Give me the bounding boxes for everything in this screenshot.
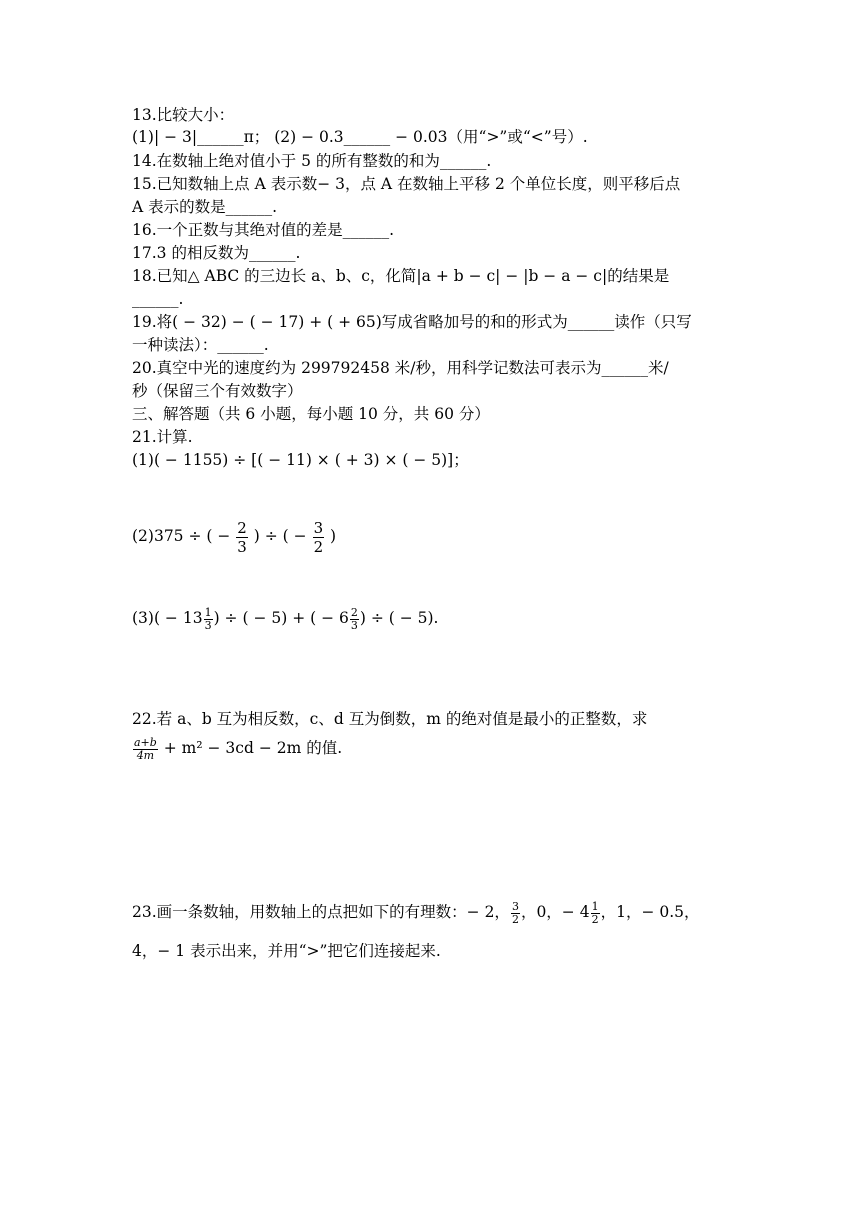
q21-part3-post: ) ÷ ( − 5).	[359, 609, 439, 627]
q19-line1: 19.将( − 32) − ( − 17) + ( + 65)写成省略加号的和的形式为______读作（只写	[132, 313, 692, 331]
q18-line2: ______.	[132, 290, 184, 308]
q21-part3	[132, 604, 438, 632]
fraction-two-thirds-b: $\frac{2}{3}$	[350, 605, 358, 632]
q19-line2: 一种读法）：______.	[132, 336, 269, 354]
q23-post: ，1，− 0.5，	[600, 903, 700, 921]
q21-part2-post: )	[330, 527, 337, 545]
q23-line1	[132, 898, 700, 926]
q22-expression: + m² − 3cd − 2m 的值.	[163, 739, 343, 757]
q15-line2: A 表示的数是______.	[132, 198, 278, 216]
q23-pre: 23.画一条数轴，用数轴上的点把如下的有理数：− 2，	[132, 903, 510, 921]
q21-part2	[132, 516, 336, 556]
q20-line1: 20.真空中光的速度约为 299792458 米/秒，用科学记数法可表示为______米/	[132, 359, 669, 377]
q21-part3-mid: ) ÷ ( − 5) + ( − 6	[213, 609, 349, 627]
q23-mid: ，0，− 4	[520, 903, 590, 921]
q22-line1: 22.若 a、b 互为相反数，c、d 互为倒数，m 的绝对值是最小的正整数，求	[132, 710, 648, 728]
fraction-one-half: $\frac{1}{2}$	[591, 899, 599, 926]
q16: 16.一个正数与其绝对值的差是______.	[132, 221, 395, 239]
q21-part2-mid: ) ÷ ( −	[253, 527, 307, 545]
fraction-three-halves: $\frac{3}{2}$	[313, 518, 324, 556]
q21-part3-pre: (3)( − 13	[132, 609, 203, 627]
q18-line1: 18.已知△ ABC 的三边长 a、b、c，化简|a + b − c| − |b − a − c|的结果是	[132, 267, 670, 285]
fraction-a-plus-b-over-4m: $\frac{a+b}{4m}$	[134, 735, 157, 762]
q15-line1: 15.已知数轴上点 A 表示数− 3，点 A 在数轴上平移 2 个单位长度，则平移后点	[132, 175, 681, 193]
fraction-one-third: $\frac{1}{3}$	[204, 605, 212, 632]
q21-part1: (1)( − 1155) ÷ [( − 11) × ( + 3) × ( − 5)]；	[132, 451, 469, 469]
q23-line2: 4，− 1 表示出来，并用“>”把它们连接起来.	[132, 942, 441, 960]
section-3-heading: 三、解答题（共 6 小题，每小题 10 分，共 60 分）	[132, 405, 490, 423]
q20-line2: 秒（保留三个有效数字）	[132, 382, 303, 400]
fraction-two-thirds: $\frac{2}{3}$	[237, 518, 247, 556]
q13-body: (1)| − 3|______π； (2) − 0.3______ − 0.03（用“>”或“<”号）.	[132, 128, 588, 146]
q14: 14.在数轴上绝对值小于 5 的所有整数的和为______.	[132, 152, 492, 170]
q21-title: 21.计算.	[132, 428, 193, 446]
q17: 17.3 的相反数为______.	[132, 244, 301, 262]
q22-line2	[132, 734, 342, 762]
fraction-three-halves-b: $\frac{3}{2}$	[511, 899, 519, 926]
q13-title: 13.比较大小：	[132, 106, 235, 124]
q21-part2-pre: (2)375 ÷ ( −	[132, 527, 231, 545]
